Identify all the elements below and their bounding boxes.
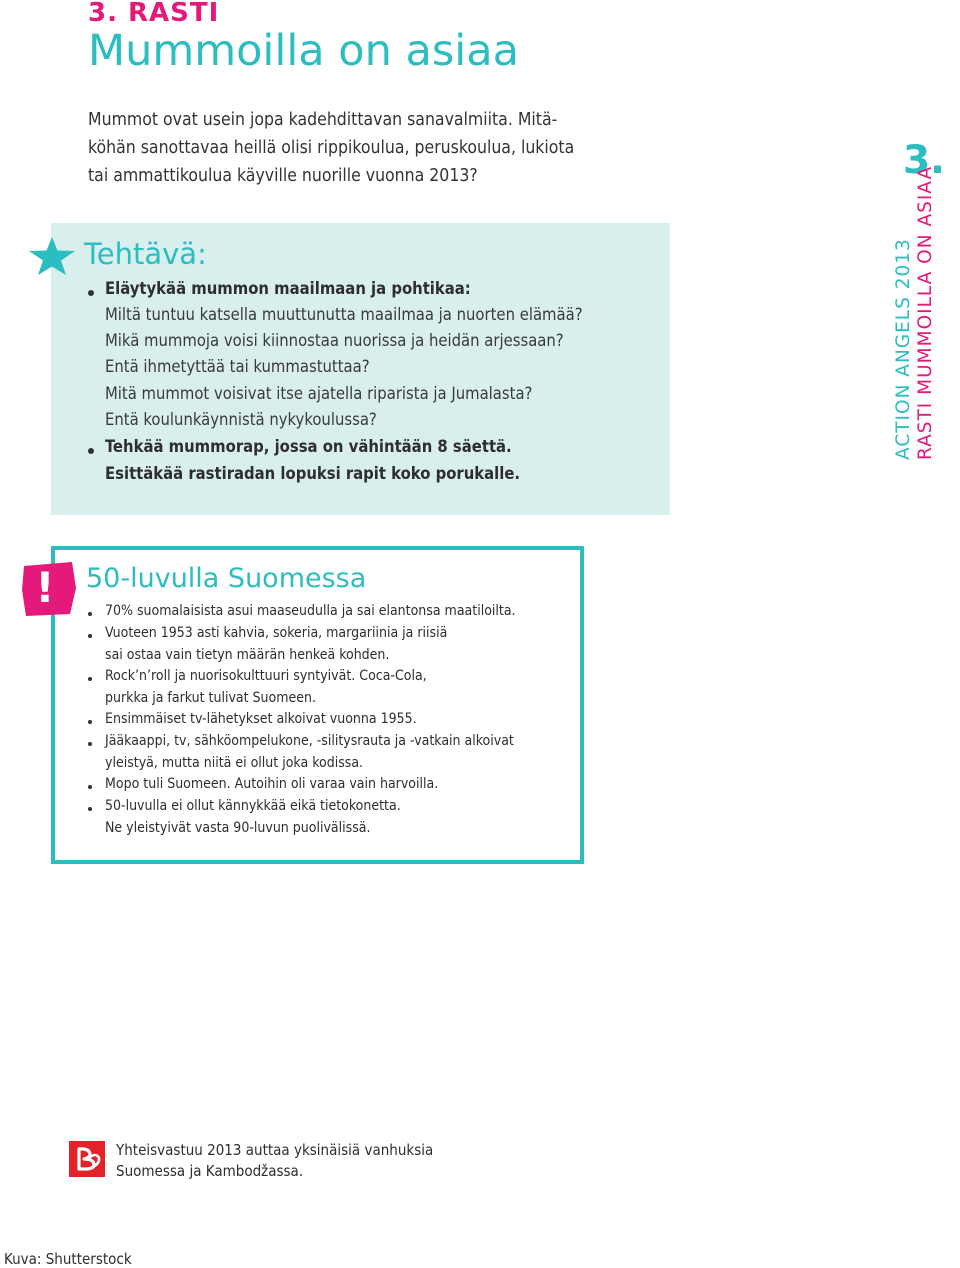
facts-line: Rock’n’roll ja nuorisokulttuuri syntyivät. Coca-Cola, [105, 668, 427, 684]
facts-heading: 50-luvulla Suomessa [86, 563, 367, 594]
footer-line: Yhteisvastuu 2013 auttaa yksinäisiä vanhuksia [116, 1141, 434, 1159]
side-label-line: ACTION ANGELS 2013 [893, 238, 914, 460]
facts-line: yleistyä, mutta niitä ei ollut joka kodissa. [105, 755, 364, 771]
bullet-icon [88, 634, 92, 638]
facts-line: purkka ja farkut tulivat Suomeen. [105, 690, 317, 706]
intro-line: köhän sanottavaa heillä olisi rippikoulua, peruskoulua, lukiota [88, 138, 575, 158]
bullet-icon [88, 720, 92, 724]
facts-line: Vuoteen 1953 asti kahvia, sokeria, margariinia ja riisiä [105, 625, 448, 641]
side-label-line: RASTI MUMMOILLA ON ASIAA [915, 165, 936, 460]
task-line: Miltä tuntuu katsella muuttunutta maailmaa ja nuorten elämää? [105, 305, 583, 324]
facts-line: 70% suomalaisista asui maaseudulla ja sai elantonsa maatiloilta. [105, 603, 516, 619]
bullet-icon [88, 677, 92, 681]
bullet-icon [88, 448, 94, 454]
intro-line: Mummot ovat usein jopa kadehdittavan sanavalmiita. Mitä- [88, 110, 558, 130]
image-credit: Kuva: Shutterstock [4, 1250, 132, 1268]
facts-line: 50-luvulla ei ollut kännykkää eikä tietokonetta. [105, 798, 401, 814]
bullet-icon [88, 290, 94, 296]
facts-line: Ensimmäiset tv-lähetykset alkoivat vuonna 1955. [105, 711, 417, 727]
task-line: Entä koulunkäynnistä nykykoulussa? [105, 410, 377, 429]
side-number: 3. [903, 138, 945, 183]
yhteisvastuu-logo-icon [69, 1141, 105, 1177]
task-line: Mikä mummoja voisi kiinnostaa nuorissa ja heidän arjessaan? [105, 331, 564, 350]
star-icon [28, 236, 76, 276]
intro-line: tai ammattikoulua käyville nuorille vuonna 2013? [88, 166, 478, 186]
facts-line: Ne yleistyivät vasta 90-luvun puolivälissä. [105, 820, 371, 836]
task-line: Entä ihmetyttää tai kummastuttaa? [105, 357, 370, 376]
side-label [893, 165, 943, 460]
task-heading: Tehtävä: [84, 237, 207, 271]
intro-paragraph [88, 106, 608, 190]
facts-line: Jääkaappi, tv, sähköompelukone, -silitysrauta ja -vatkain alkoivat [105, 733, 514, 749]
footer-text [116, 1140, 433, 1182]
facts-line: sai ostaa vain tietyn määrän henkeä kohden. [105, 647, 390, 663]
exclamation-mark: ! [35, 563, 55, 612]
footer-line: Suomessa ja Kambodžassa. [116, 1162, 304, 1180]
bullet-icon [88, 612, 92, 616]
section-kicker: 3. RASTI [88, 0, 220, 28]
task-line: Eläytykää mummon maailmaan ja pohtikaa: [105, 279, 471, 298]
bullet-icon [88, 807, 92, 811]
task-line: Tehkää mummorap, jossa on vähintään 8 säettä. [105, 437, 512, 456]
bullet-icon [88, 742, 92, 746]
task-line: Mitä mummot voisivat itse ajatella riparista ja Jumalasta? [105, 384, 533, 403]
page-title: Mummoilla on asiaa [88, 26, 519, 76]
task-line: Esittäkää rastiradan lopuksi rapit koko porukalle. [105, 464, 521, 483]
facts-line: Mopo tuli Suomeen. Autoihin oli varaa vain harvoilla. [105, 776, 439, 792]
bullet-icon [88, 785, 92, 789]
